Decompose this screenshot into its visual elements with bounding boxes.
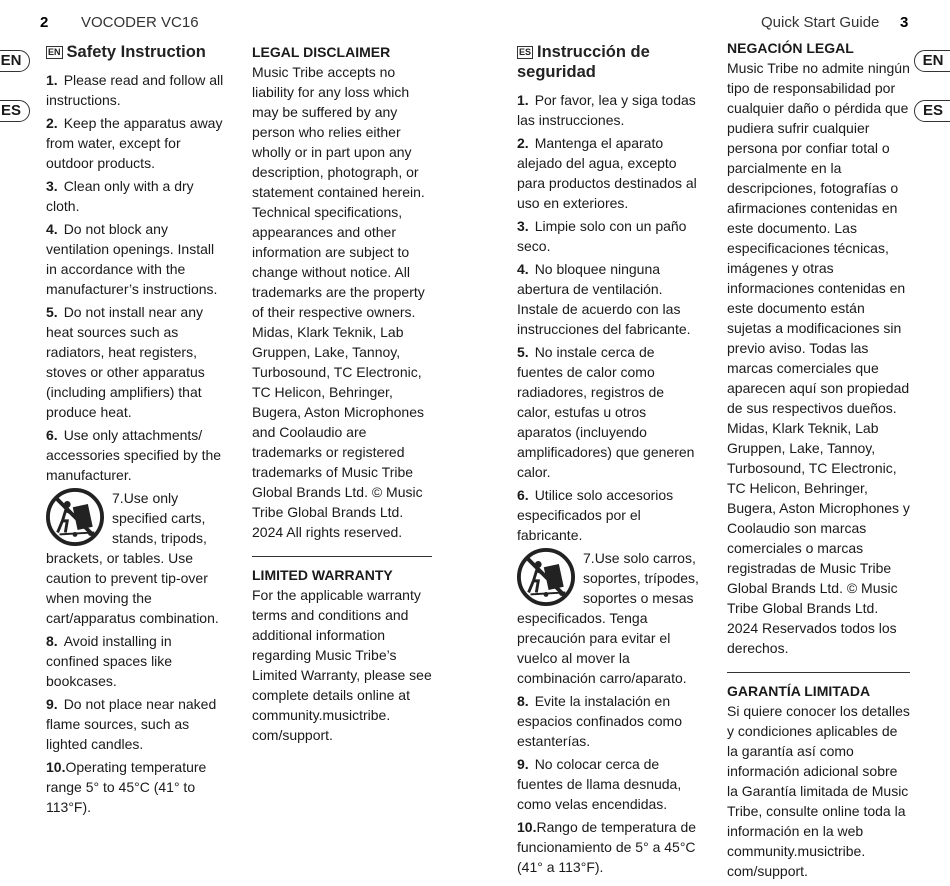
- english-legal-column: [252, 42, 432, 745]
- list-item: 4. No bloquee ninguna abertura de ventilación. Instale de acuerdo con las instrucciones del fabricante.: [517, 261, 691, 337]
- garantia-limitada-text: Si quiere conocer los detalles y condiciones aplicables de la garantía así como información adicional sobre la Garantía limitada de Music Tribe, consulte online toda la información en la web community.musictribe. com/support.: [727, 703, 910, 879]
- list-item: 8. Avoid installing in confined spaces like bookcases.: [46, 633, 173, 689]
- list-item: 2. Keep the apparatus away from water, except for outdoor products.: [46, 115, 223, 171]
- english-safety-title: EN Safety Instruction: [48, 43, 206, 61]
- english-safety-column: [46, 42, 224, 820]
- list-item: 1. Por favor, lea y siga todas las instrucciones.: [517, 92, 696, 128]
- list-item: 9. Do not place near naked flame sources, such as lighted candles.: [46, 696, 217, 752]
- tab-es-left[interactable]: ES: [0, 100, 30, 122]
- list-item: 4. Do not block any ventilation openings. Install in accordance with the manufacturer’s instructions.: [46, 221, 218, 297]
- list-item: 6. Utilice solo accesorios especificados por el fabricante.: [517, 487, 674, 543]
- list-item: 10.Rango de temperatura de funcionamiento de 5° a 45°C (41° a 113°F).: [517, 819, 697, 875]
- list-item: 7.Use only specified carts, stands, tripods, brackets, or tables. Use caution to prevent tip-over when moving the cart/apparatus combination.: [46, 490, 219, 626]
- list-item: 2. Mantenga el aparato alejado del agua, excepto para productos destinados al uso en exteriores.: [517, 135, 697, 211]
- left-page-number: 2: [40, 14, 49, 31]
- list-item: 5. Do not install near any heat sources such as radiators, heat registers, stoves or other apparatus (including amplifiers) that produce heat.: [46, 304, 205, 420]
- left-running-title: VOCODER VC16: [81, 14, 199, 31]
- list-item: 8. Evite la instalación en espacios confinados como estanterías.: [517, 693, 682, 749]
- spanish-safety-title: ES Instrucción de seguridad: [517, 43, 650, 81]
- list-item: 6. Use only attachments/ accessories specified by the manufacturer.: [46, 427, 222, 483]
- negacion-legal-heading: NEGACIÓN LEGAL: [727, 40, 854, 56]
- limited-warranty-heading: LIMITED WARRANTY: [252, 567, 393, 583]
- spanish-safety-column: [517, 42, 699, 880]
- language-badge-es: ES: [519, 47, 532, 57]
- legal-disclaimer-text: Music Tribe accepts no liability for any loss which may be suffered by any person who relies either wholly or in part upon any description, photograph, or statement contained herein. Technical specifications, appearances and other information are subject to change without notice. All trademarks are the property of their respective owners. Midas, Klark Teknik, Lab Gruppen, Lake, Tannoy, Turbosound, TC Electronic, TC Helicon, Behringer, Bugera, Aston Microphones and Coolaudio are trademarks or registered trademarks of Music Tribe Global Brands Ltd. © Music Tribe Global Brands Ltd. 2024 All rights reserved.: [252, 64, 425, 540]
- tab-en-left[interactable]: EN: [0, 50, 30, 72]
- cart-tip-over-warning-icon: [517, 548, 575, 606]
- cart-tip-over-warning-icon: [46, 488, 104, 546]
- list-item: 10.Operating temperature range 5° to 45°C (41° to 113°F).: [46, 759, 207, 815]
- right-running-title: Quick Start Guide: [761, 14, 880, 31]
- spanish-legal-column: [727, 38, 910, 881]
- right-page-number: 3: [900, 14, 909, 31]
- language-badge-en: EN: [48, 47, 61, 57]
- list-item: 7.Use solo carros, soportes, trípodes, soportes o mesas especificados. Tenga precaución para evitar el vuelco al mover la combinación carro/aparato.: [517, 550, 699, 686]
- negacion-legal-text: Music Tribe no admite ningún tipo de responsabilidad por cualquier daño o pérdida que pudiera sufrir cualquier persona por confiar total o parcialmente en la descripciones, fotografías o afirmaciones contenidas en este documento. Las especificaciones técnicas, imágenes y otras informaciones contenidas en este documento están sujetas a modificaciones sin previo aviso. Todas las marcas comerciales que aparecen aquí son propiedad de sus respectivos dueños. Midas, Klark Teknik, Lab Gruppen, Lake, Tannoy, Turbosound, TC Electronic, TC Helicon, Behringer, Bugera, Aston Microphones y Coolaudio son marcas comerciales o marcas registradas de Music Tribe Global Brands Ltd. © Music Tribe Global Brands Ltd. 2024 Reservados todos los derechos.: [727, 60, 910, 656]
- list-item: 1. Please read and follow all instructions.: [46, 72, 224, 108]
- legal-disclaimer-heading: LEGAL DISCLAIMER: [252, 44, 391, 60]
- list-item: 9. No colocar cerca de fuentes de llama desnuda, como velas encendidas.: [517, 756, 682, 812]
- garantia-limitada-heading: GARANTÍA LIMITADA: [727, 683, 871, 699]
- section-divider: [727, 672, 910, 673]
- tab-es-right[interactable]: ES: [914, 100, 950, 122]
- limited-warranty-text: For the applicable warranty terms and conditions and additional information regarding Music Tribe’s Limited Warranty, please see complete details online at community.musictribe. com/support.: [252, 587, 432, 743]
- tab-en-right[interactable]: EN: [914, 50, 950, 72]
- list-item: 5. No instale cerca de fuentes de calor como radiadores, registros de calor, estufas u otros aparatos (incluyendo amplificadores) que generen calor.: [517, 344, 695, 480]
- list-item: 3. Clean only with a dry cloth.: [46, 178, 194, 214]
- section-divider: [252, 556, 432, 557]
- list-item: 3. Limpie solo con un paño seco.: [517, 218, 687, 254]
